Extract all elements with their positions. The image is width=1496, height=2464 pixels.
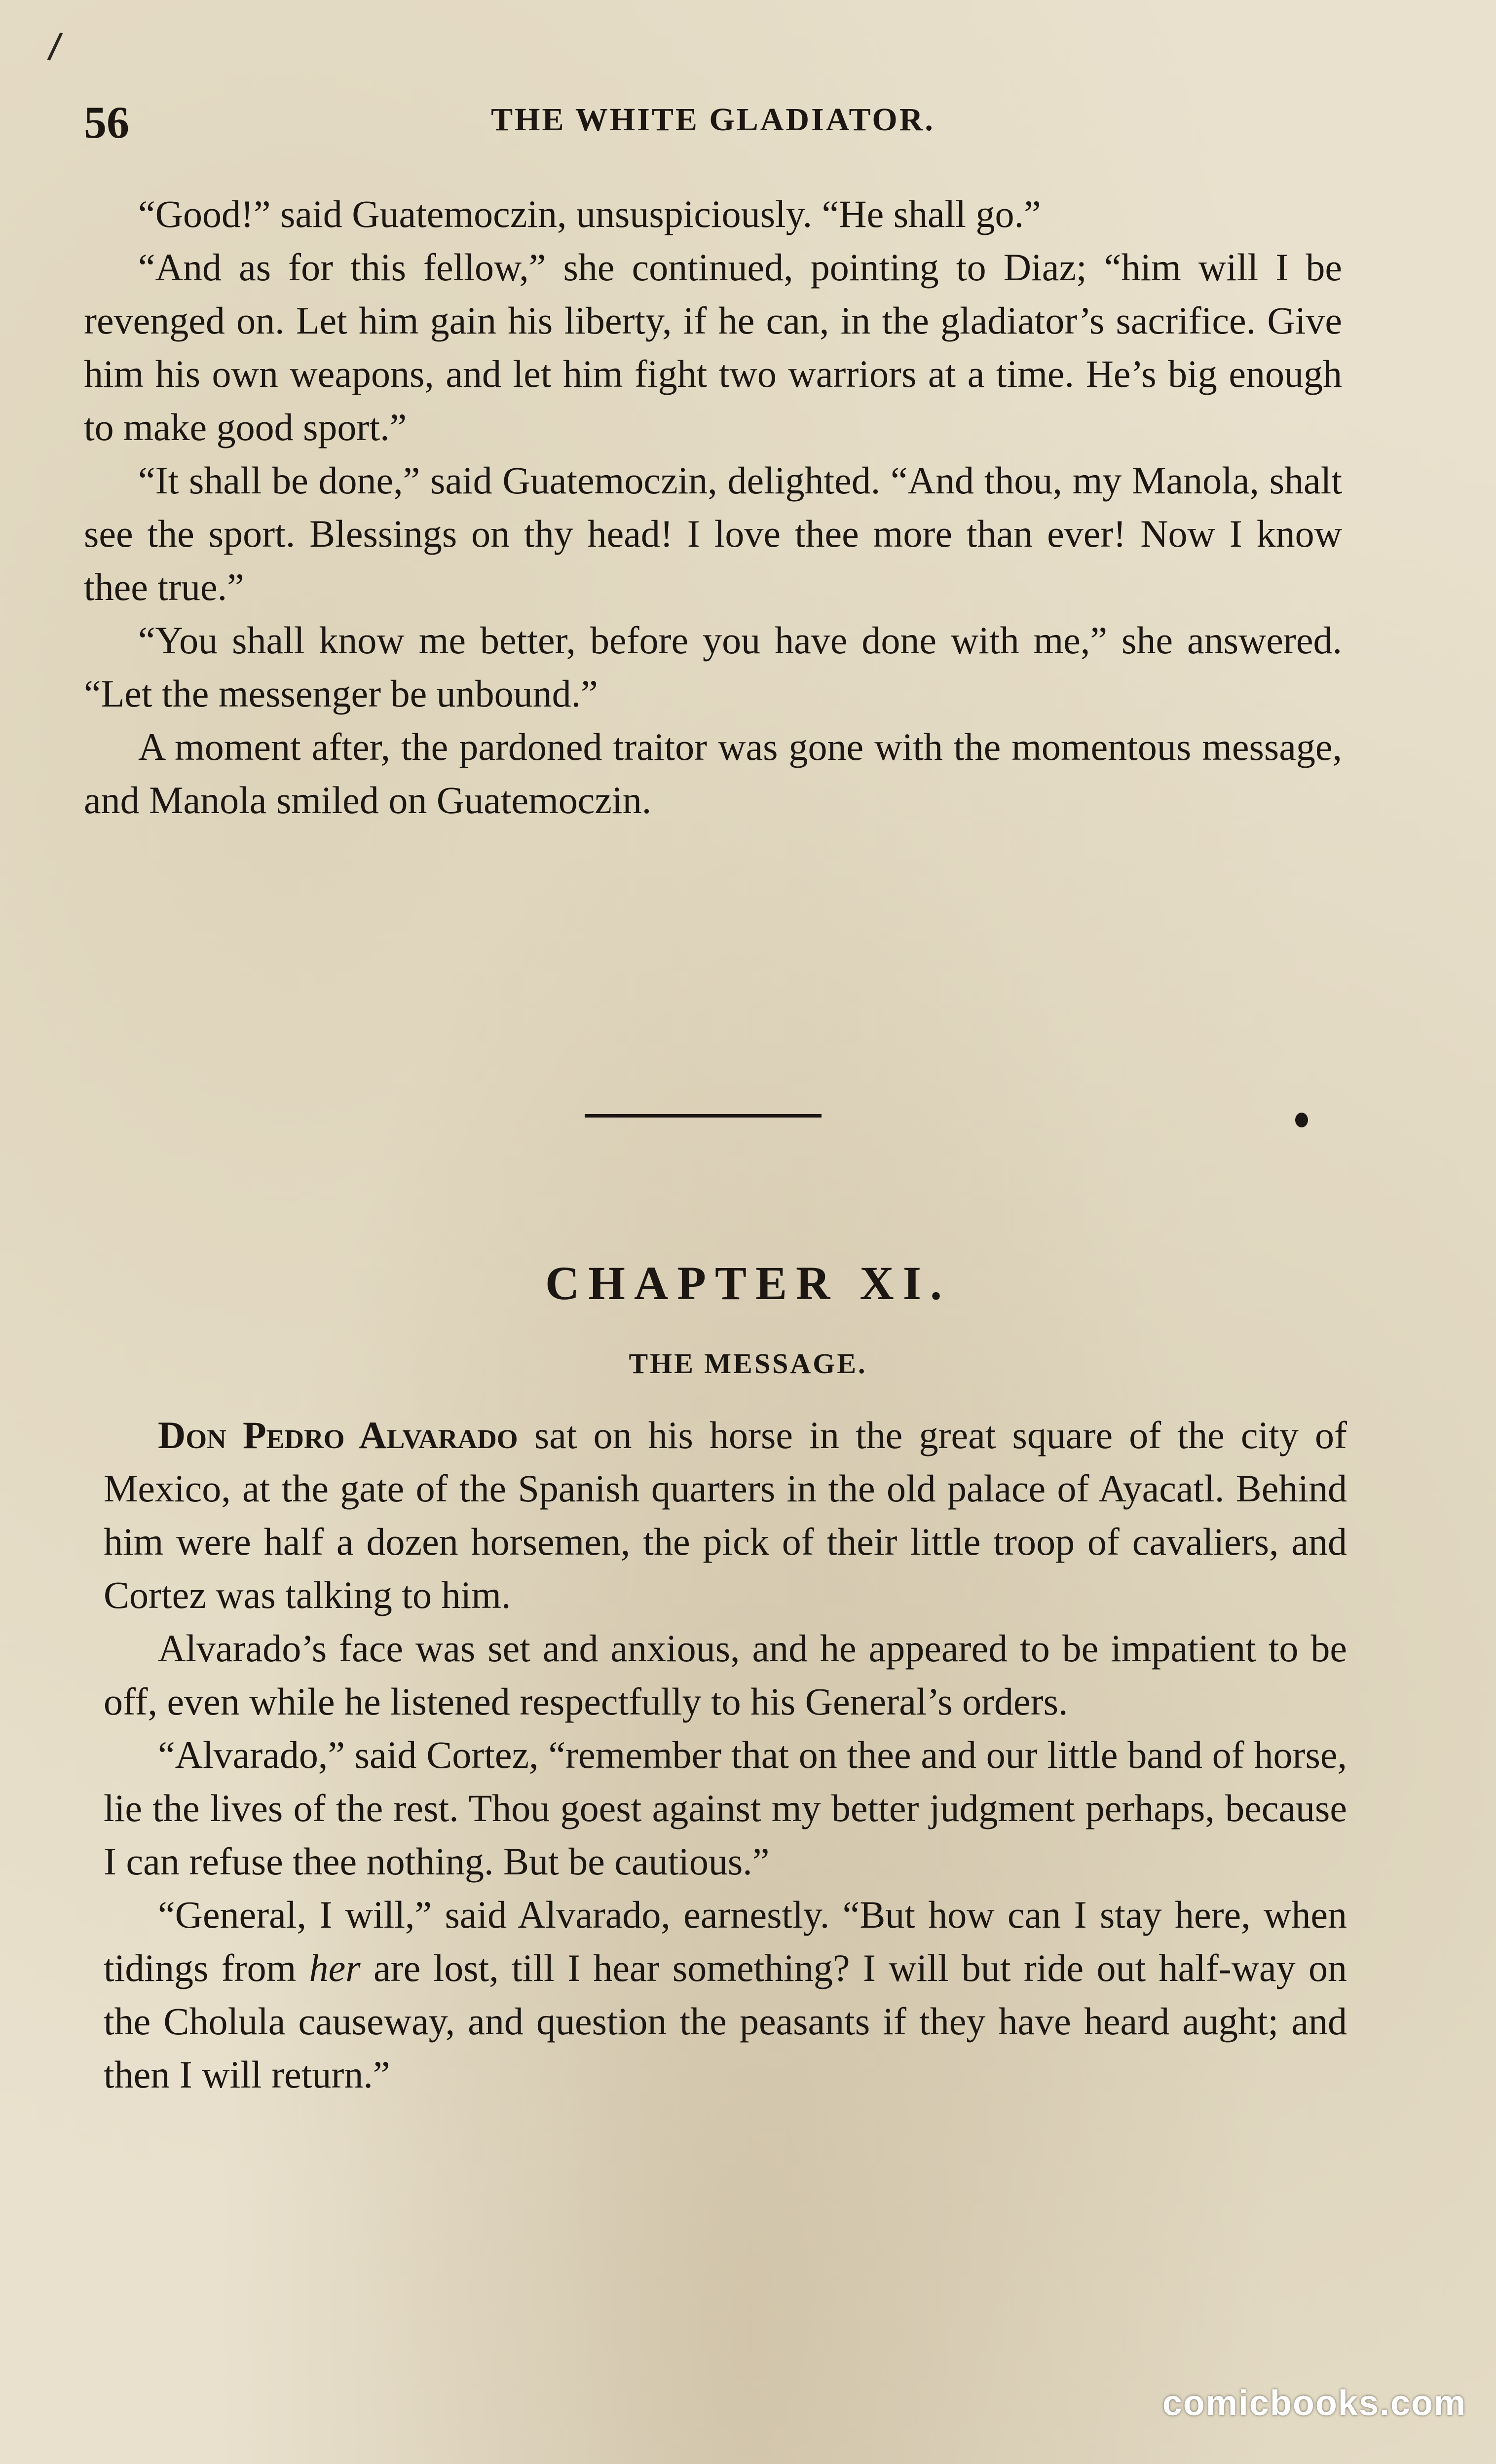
paragraph: “You shall know me better, before you have done with me,” she answered. “Let the messenger be unbound.”	[84, 619, 1342, 715]
chapter-subtitle: THE MESSAGE.	[629, 1347, 867, 1380]
page-header	[84, 96, 1342, 150]
running-head: THE WHITE GLADIATOR.	[491, 102, 935, 138]
paragraph: A moment after, the pardoned traitor was gone with the momentous message, and Manola smiled on Guatemoczin.	[84, 725, 1342, 821]
section-divider-rule	[585, 1114, 822, 1118]
emphasized-word: her	[309, 1946, 361, 1989]
paragraph: “Good!” said Guatemoczin, unsuspiciously. “He shall go.”	[138, 192, 1041, 235]
watermark: comicbooks.com	[1162, 2384, 1466, 2423]
opening-paragraph-text: sat on his horse in the great square of the city of Mexico, at the gate of the Spanish quarters in the old palace of Ayacatl. Behind him were half a dozen horsemen, the pick of their little troop of cavaliers, and Cortez was talking to him.	[104, 1414, 1347, 1616]
chapter-title: CHAPTER XI.	[545, 1257, 951, 1309]
page-number: 56	[84, 97, 129, 148]
body-text	[84, 187, 1342, 827]
paragraph	[104, 1888, 1347, 2101]
ink-blot	[1295, 1113, 1308, 1127]
paragraph: “And as for this fellow,” she continued, pointing to Diaz; “him will I be revenged on. Let him gain his liberty, if he can, in the gladiator’s sacrifice. Give him his own weapons, and let him fight two warriors at a time. He’s big enough to make good sport.”	[84, 246, 1342, 448]
paragraph: “It shall be done,” said Guatemoczin, delighted. “And thou, my Manola, shalt see the sport. Blessings on thy head! I love thee more than ever! Now I know thee true.”	[84, 459, 1342, 608]
chapter-opening-paragraph	[104, 1409, 1347, 1622]
paragraph-text-part: “General, I will,” said Alvarado, earnestly. “But how can I stay here, when tidings from	[104, 1893, 1347, 1989]
paragraph: Alvarado’s face was set and anxious, and he appeared to be impatient to be off, even while he listened respectfully to his General’s orders.	[104, 1627, 1347, 1723]
paragraph-text-part: are lost, till I hear something? I will but ride out half-way on the Cholula causeway, and question the peasants if they have heard aught; and then I will return.”	[104, 1946, 1347, 2096]
lead-name: Don Pedro Alvarado	[158, 1414, 518, 1456]
corner-pencil-mark: /	[45, 24, 64, 70]
paragraph: “Alvarado,” said Cortez, “remember that on thee and our little band of horse, lie the lives of the rest. Thou goest against my better judgment perhaps, because I can refuse thee nothing. But be cautious.”	[104, 1733, 1347, 1883]
chapter-text	[104, 1409, 1347, 2101]
